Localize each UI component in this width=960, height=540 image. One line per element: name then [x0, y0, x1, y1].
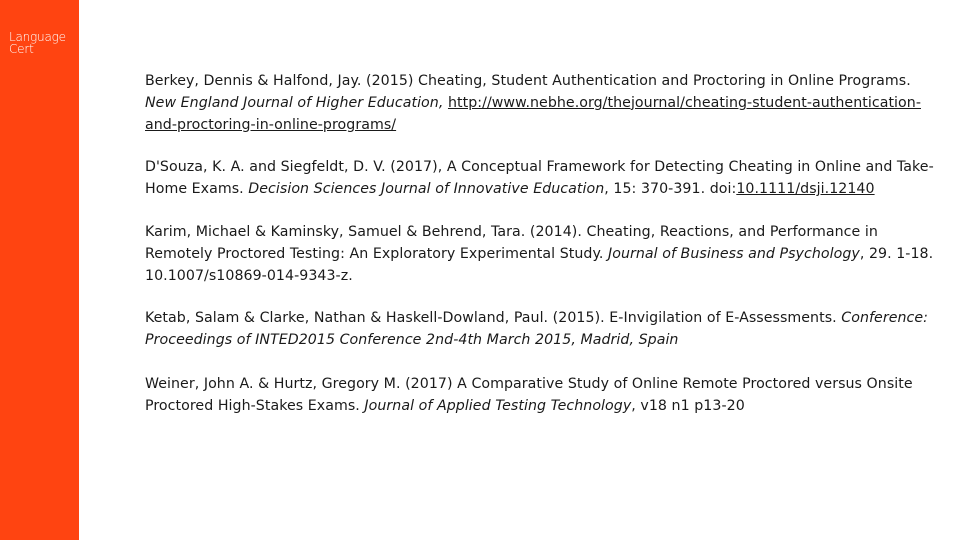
- logo-line-2: Cert: [9, 42, 34, 56]
- brand-sidebar: [0, 0, 79, 540]
- reference-item: [145, 308, 935, 352]
- reference-item: [145, 157, 935, 201]
- reference-text-mid: , 15: 370-391. doi:: [604, 181, 737, 198]
- reference-journal: Journal of Applied Testing Technology: [364, 397, 632, 414]
- reference-item: [145, 374, 935, 418]
- reference-item: [145, 71, 935, 136]
- reference-text-mid: , 29. 1-18. 10.1007/s10869-014-9343-z.: [145, 245, 934, 284]
- reference-text: Karim, Michael & Kaminsky, Samuel & Behrend, Tara. (2014). Cheating, Reactions, and Performance in Remotely Proctored Testing: An Exploratory Experimental Study.: [145, 223, 878, 262]
- reference-journal: New England Journal of Higher Education,: [145, 94, 444, 111]
- reference-link[interactable]: http://www.nebhe.org/thejournal/cheating-student-authentication-and-proctoring-in-online-programs/: [145, 94, 921, 133]
- reference-journal: Conference: Proceedings of INTED2015 Conference 2nd-4th March 2015, Madrid, Spain: [145, 310, 928, 349]
- logo-line-1: Language: [9, 30, 66, 44]
- reference-text: Weiner, John A. & Hurtz, Gregory M. (2017) A Comparative Study of Online Remote Proctored versus Onsite Proctored High-Stakes Exams.: [145, 375, 913, 414]
- reference-list: [145, 71, 935, 439]
- reference-text: D'Souza, K. A. and Siegfeldt, D. V. (2017), A Conceptual Framework for Detecting Cheating in Online and Take-Home Exams.: [145, 159, 934, 198]
- reference-journal: Decision Sciences Journal of Innovative Education: [248, 181, 605, 198]
- reference-doi-link[interactable]: 10.1111/dsji.12140: [736, 181, 875, 198]
- reference-item: [145, 222, 935, 287]
- reference-text: Berkey, Dennis & Halfond, Jay. (2015) Cheating, Student Authentication and Proctoring in Online Programs.: [145, 73, 911, 89]
- reference-text: Ketab, Salam & Clarke, Nathan & Haskell-Dowland, Paul. (2015). E-Invigilation of E-Assessments.: [145, 310, 842, 327]
- reference-journal: Journal of Business and Psychology: [608, 245, 860, 262]
- languagecert-logo: [9, 31, 66, 55]
- reference-text-mid: , v18 n1 p13-20: [631, 397, 745, 414]
